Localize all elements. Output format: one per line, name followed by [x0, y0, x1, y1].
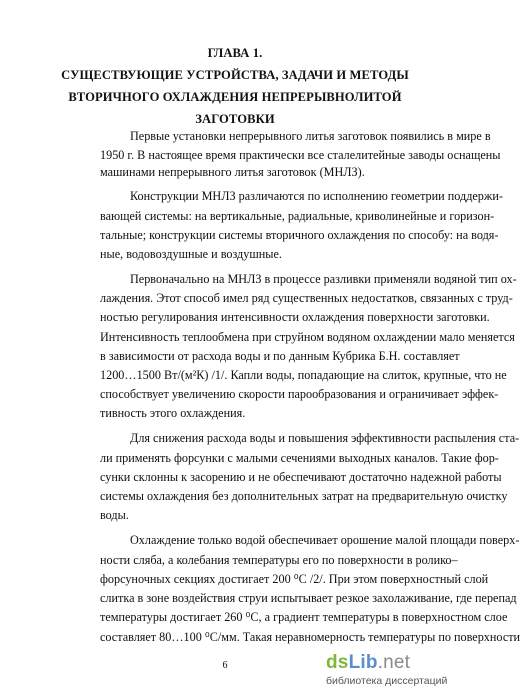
- chapter-number: ГЛАВА 1.: [207, 46, 263, 60]
- watermark-ds: ds: [326, 652, 349, 673]
- text-line: 1950 г. В настоящее время практически все сталелитейные заводы оснащены: [100, 148, 501, 162]
- text-line: ностью регулирования интенсивности охлаждения поверхности заготовки.: [100, 310, 490, 324]
- text-line: воды.: [100, 508, 129, 522]
- text-line: сунки склонны к засорению и не обеспечивают достаточно надежной работы: [100, 470, 502, 484]
- text-line: Для снижения расхода воды и повышения эффективности распыления ста-: [130, 431, 520, 445]
- text-line: Конструкции МНЛЗ различаются по исполнению геометрии поддержи-: [130, 189, 503, 203]
- text-line: машинами непрерывного литья заготовок (МНЛЗ).: [100, 165, 365, 179]
- text-line: способствует увеличению скорости парообразования и ограничивает эффек-: [100, 387, 499, 401]
- text-line: ные, водовоздушные и воздушные.: [100, 247, 282, 261]
- text-line: ли применять форсунки с малыми сечениями выходных каналов. Такие фор-: [100, 451, 499, 465]
- text-line: системы охлаждения без дополнительных затрат на предварительную очистку: [100, 489, 508, 503]
- text-line: Первоначально на МНЛЗ в процессе разливки применяли водяной тип ох-: [130, 272, 517, 286]
- text-line: форсуночных секциях достигает 200 ⁰С /2/. При этом поверхностный слой: [100, 572, 489, 586]
- watermark-net: .net: [377, 652, 411, 673]
- text-line: лаждения. Этот способ имел ряд существенных недостатков, связанных с труд-: [100, 291, 513, 305]
- text-line: слитка в зоне воздействия струи испытывает резкое захолаживание, где перепад: [100, 591, 517, 605]
- text-line: тальные; конструкции системы вторичного охлаждения по способу: на водя-: [100, 228, 499, 242]
- text-line: в зависимости от расхода воды и по данным Кубрика Б.Н. составляет: [100, 349, 460, 363]
- text-line: тивность этого охлаждения.: [100, 406, 246, 420]
- watermark-brand: [326, 652, 444, 674]
- text-line: вающей системы: на вертикальные, радиальные, криволинейные и горизон-: [100, 209, 495, 223]
- watermark-logo: [326, 652, 448, 688]
- text-line: Охлаждение только водой обеспечивает орошение малой площади поверх-: [130, 533, 520, 547]
- text-line: ности сляба, а колебания температуры его по поверхности в ролико–: [100, 553, 458, 567]
- page-number: 6: [222, 660, 228, 671]
- text-line: 1200…1500 Вт/(м²К) /1/. Капли воды, попадающие на слиток, крупные, что не: [100, 368, 507, 382]
- text-line: Первые установки непрерывного литья заготовок появились в мире в: [130, 129, 491, 143]
- chapter-title-line-2: ВТОРИЧНОГО ОХЛАЖДЕНИЯ НЕПРЕРЫВНОЛИТОЙ ЗАГОТОВКИ: [68, 90, 402, 126]
- chapter-title-line-1: СУЩЕСТВУЮЩИЕ УСТРОЙСТВА, ЗАДАЧИ И МЕТОДЫ: [61, 68, 409, 82]
- text-line: составляет 80…100 ⁰С/мм. Такая неравномерность температуры по поверхности: [100, 630, 520, 644]
- text-line: Интенсивность теплообмена при струйном водяном охлаждении мало меняется: [100, 330, 515, 344]
- watermark-lib: Lib: [348, 652, 378, 673]
- text-line: температуры достигает 260 ⁰С, а градиент температуры в поверхностном слое: [100, 610, 508, 624]
- watermark-subtitle: библиотека диссертаций: [326, 675, 448, 687]
